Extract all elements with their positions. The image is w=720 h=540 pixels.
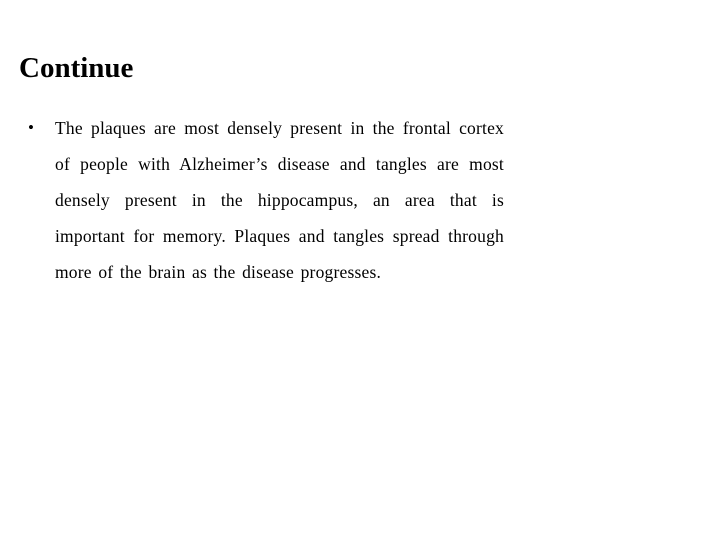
bullet-list [0,110,720,290]
bullet-text: The plaques are most densely present in the frontal cortex of people with Alzheimer’s disease and tangles are most densely present in the hippocampus, an area that is important for memory. Plaques and tangles spread through more of the brain as the disease progresses. [55,118,504,282]
slide-title: Continue [19,52,134,84]
bullet-marker: • [28,118,34,137]
bullet-item [0,110,720,290]
